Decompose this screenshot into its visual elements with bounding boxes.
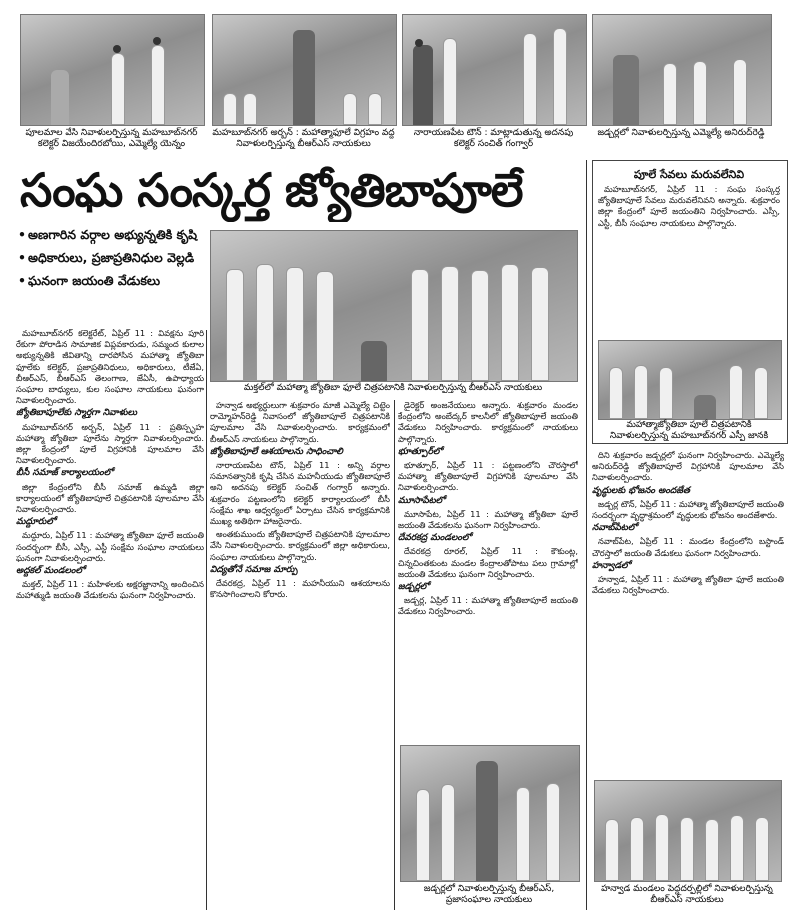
article-paragraph: దేవరకద్ర, ఏప్రిల్ 11 : మహనీయుని ఆశయాలను కొనసాగించాలని కోరారు. (210, 578, 390, 600)
highlight-bullets (18, 226, 203, 295)
top-photo-3-caption: నారాయణపేట టౌన్ : మాట్లాడుతున్న అదనపు కలెక్టర్ సంచిత్ గంగ్వార్ (413, 128, 574, 149)
article-column-2 (210, 400, 390, 912)
headline: సంఘ సంస్కర్త జ్యోతిబాపూలే (20, 163, 523, 217)
subheading: జ్యోతిబాపూలేకు స్మార్తగా నివాళులు (16, 408, 138, 419)
subheading: జడ్చర్లలో (398, 582, 430, 593)
sidebar-box-photo (598, 340, 782, 420)
bullet-item: • ఘనంగా జయంతి వేడుకలు (18, 272, 203, 289)
top-photo-2-caption: మహబూబ్‌నగర్ అర్బన్ : మహాత్మాఫూలే విగ్రహం వద్ద నివాళులర్పిస్తున్న బీఆర్ఎస్ నాయకులు (212, 128, 395, 149)
article-paragraph: హన్వాడ అభ్యర్ధులుగా శుక్రవారం మాజీ ఎమ్మెల్యే చిట్టెం రామ్మోహన్‌రెడ్డి నివాసంలో జ్యోతిబాపూలే చిత్రపటానికి పూలమాల వేసి నివాళులర్పించారు. కార్యక్రమంలో బీఆర్ఎస్ నాయకులు పాల్గొన్నారు. (210, 400, 390, 444)
subheading: విద్యతోనే సమాజ మార్పు (210, 564, 298, 575)
subheading: అద్దకల్ మండలంలో (16, 566, 85, 577)
article-column-3 (398, 400, 578, 730)
subheading: దేవరకద్ర మండలంలో (398, 533, 472, 544)
article-paragraph: డైరెక్టర్ అంజనేయులు అన్నారు. శుక్రవారం మండల కేంద్రంలోని అంబేద్కర్ కాలనీలో జ్యోతిబాపూలే జయంతి వేడుకలు నిర్వహించారు. కార్యక్రమంలో నాయకులు పాల్గొన్నారు. (398, 400, 578, 444)
article-paragraph: మహబూబ్‌నగర్ కలెక్టరేట్, ఏప్రిల్ 11 : వివక్షను పూరి రేకుగా పోరాడిన సామాజిక విప్లవకారుడు, సమ్మంద కులాల అభ్యున్నతికి జీవితాన్ని దారపోసిన మహాత్మా జ్యోతిబా ఫూలేకు కలెక్టర్, ప్రజాప్రతినిధులు, అధికారులు, టీజేఏ, బీఆర్ఎస్, బీఆర్‌ఎస్ తెలంగాణ, జేఏసీ, ఉపాధ్యాయ సంఘాల బాధ్యులు, కుల సంఘాల నాయకులు ఘనంగా నివాళులర్పించారు. (16, 328, 204, 406)
col4-photo (594, 780, 782, 882)
article-paragraph: మహబూబ్‌నగర్, ఏప్రిల్ 11 : సంఘ సంస్కర్త జ్యోతిబాపూలే సేవలు మరువలేనివని అన్నారు. శుక్రవారం జిల్లా కేంద్రంలో పూలే జయంతిని నిర్వహించారు. ఎస్సీ, ఎస్టీ, బీసీ సంఘాల నాయకులు పాల్గొన్నారు. (598, 184, 780, 228)
top-photo-2 (212, 14, 397, 126)
col4-photo-caption: హన్వాడ మండలం పెద్దదర్పల్లిలో నివాళులర్పిస్తున్న బీఆర్ఎస్ నాయకులు (601, 884, 773, 905)
article-paragraph: అంతకుముందు జ్యోతిబాపూలే చిత్రపటానికి పూలమాల వేసి నివాళులర్పించారు. కార్యక్రమంలో జిల్లా అధికారులు, సంఘాల నాయకులు పాల్గొన్నారు. (210, 529, 390, 562)
subheading: నవాబ్‌పేటలో (592, 523, 638, 534)
sidebar-box-text (598, 184, 780, 324)
article-paragraph: మూసాపేట, ఏప్రిల్ 11 : మహాత్మా జ్యోతిబా ఫూలే జయంతి వేడుకలను ఘనంగా నిర్వహించారు. (398, 508, 578, 531)
article-paragraph: దిని శుక్రవారం జడ్చర్లలో ఘనంగా నిర్వహించారు. ఎమ్మెల్యే అనిరుద్‌రెడ్డి జ్యోతిబాపూలే విగ్రహానికి పూలమాల వేసి నివాళులర్పించారు. (592, 450, 784, 483)
subheading: మూసాపేటలో (398, 495, 445, 506)
subheading: వృద్ధులకు భోజనం అందజేత (592, 485, 690, 496)
top-photo-1-caption: పూలమాల వేసి నివాళులర్పిస్తున్న మహబూబ్‌నగర్ కలెక్టర్ విజయేందిరబోయి, ఎమ్మెల్యే యెన్నం (25, 128, 198, 149)
subheading: భూత్పూర్‌లో (398, 446, 443, 457)
top-photo-4-caption: జడ్చర్లలో నివాళులర్పిస్తున్న ఎమ్మెల్యే అనిరుద్‌రెడ్డి (597, 128, 765, 138)
article-paragraph: నారాయణపేట టౌన్, ఏప్రిల్ 11 : అన్ని వర్గాల సమానత్వానికి కృషి చేసిన మహనీయుడు జ్యోతిబాపూలే అని అదనపు కలెక్టర్ సంచిత్ గంగ్వార్ అన్నారు. శుక్రవారం పట్టణంలోని కలెక్టర్ కార్యాలయంలో బీసీ సంక్షేమ శాఖ ఆధ్వర్యంలో ఏర్పాటు చేసిన కార్యక్రమానికి ముఖ్య అతిథిగా హాజరైనారు. (210, 460, 390, 527)
sidebar-box-photo-caption: మహాత్మాజ్యోతిబా పూలే చిత్రపటానికి నివాళులర్పిస్తున్న మహబూబ్‌నగర్ ఎస్పీ జానకి (609, 420, 769, 441)
article-paragraph: జిల్లా కేంద్రంలోని బీసీ సమాజ్ ఉమ్మడి జిల్లా కార్యాలయంలో జ్యోతిబాపూలే చిత్రపటానికి పూలమాల వేసి నివాళులర్పించారు. (16, 481, 204, 515)
article-paragraph: మహబూబ్‌నగర్ అర్బన్, ఏప్రిల్ 11 : ప్రతిస్పృహ మహాత్మా జ్యోతిబా పూలేను స్మార్తగా నివాళులర్పించారు. జిల్లా కేంద్రంలో పూలే విగ్రహానికి పూలమాల వేసి నివాళులర్పించారు. (16, 421, 204, 466)
article-column-4 (592, 450, 784, 770)
bullet-item: • అణగారిన వర్గాల అభ్యున్నతికి కృషి (18, 226, 203, 243)
subheading: బీసీ సమాజ్ కార్యాలయంలో (16, 468, 113, 479)
article-paragraph: జడ్చర్ల టౌన్, ఏప్రిల్ 11 : మహాత్మా జ్యోతిబాపూలే జయంతి సందర్భంగా వృద్ధాశ్రమంలో వృద్ధులకు భోజనం అందజేశారు. (592, 498, 784, 521)
sidebar-box-title: పూలే సేవలు మరువలేనివి (633, 168, 745, 181)
col3-photo-caption: జడ్చర్లలో నివాళులర్పిస్తున్న బీఆర్ఎస్, ప్రజాసంఘాల నాయకులు (423, 884, 555, 905)
article-paragraph: జడ్చర్ల, ఏప్రిల్ 11 : మహాత్మా జ్యోతిబాపూలే జయంతి వేడుకలు నిర్వహించారు. (398, 595, 578, 617)
article-paragraph: భూత్పూర్, ఏప్రిల్ 11 : పట్టణంలోని చౌరస్తాలో మహాత్మా జ్యోతిబాపూలే విగ్రహానికి పూలమాల వేసి నివాళులర్పించారు. (398, 460, 578, 493)
col3-photo (400, 745, 580, 882)
bullet-item: • అధికారులు, ప్రజాప్రతినిధుల వెల్లడి (18, 249, 203, 266)
article-paragraph: మక్తల్, ఏప్రిల్ 11 : మహిళలకు అక్షరజ్ఞానాన్ని అందించిన మహాత్ముడి జయంతి వేడుకలను ఘనంగా నిర్వహించారు. (16, 579, 204, 601)
article-paragraph: దేవరకద్ర రూరల్, ఏప్రిల్ 11 : కౌకుంట్ల, చిన్నచింతకుంట మండల కేంద్రాలతోపాటు పలు గ్రామాల్లో జయంతి వేడుకలు ఘనంగా నిర్వహించారు. (398, 546, 578, 579)
top-photo-3 (402, 14, 587, 126)
article-paragraph: మద్దూరు, ఏప్రిల్ 11 : మహాత్మా జ్యోతిబా ఫూలే జయంతి సందర్భంగా బీసీ, ఎస్సీ, ఎస్టీ సంక్షేమ సంఘాల నాయకులు ఘనంగా నివాళులర్పించారు. (16, 530, 204, 563)
subheading: మద్దూరులో (16, 517, 56, 528)
subheading: జ్యోతిబాపూలే ఆశయాలను సాధించాలి (210, 446, 343, 457)
top-photo-1 (20, 14, 205, 126)
column-divider (206, 330, 207, 910)
column-divider (586, 160, 587, 910)
subheading: హన్వాడలో (592, 560, 631, 571)
column-divider (394, 400, 395, 910)
main-photo (210, 230, 578, 382)
article-column-1 (16, 328, 204, 912)
main-photo-caption: మక్తల్‌లో మహాత్మా జ్యోతిబా ఫూలే చిత్రపటానికి నివాళులర్పిస్తున్న బీఆర్ఎస్ నాయకులు (243, 383, 543, 393)
article-paragraph: నవాబ్‌పేట, ఏప్రిల్ 11 : మండల కేంద్రంలోని బస్టాండ్ చౌరస్తాలో జయంతి వేడుకలు ఘనంగా నిర్వహించారు. (592, 536, 784, 558)
article-paragraph: హన్వాడ, ఏప్రిల్ 11 : మహాత్మా జ్యోతిబా ఫూలే జయంతి వేడుకలు నిర్వహించారు. (592, 574, 784, 596)
top-photo-4 (592, 14, 772, 126)
